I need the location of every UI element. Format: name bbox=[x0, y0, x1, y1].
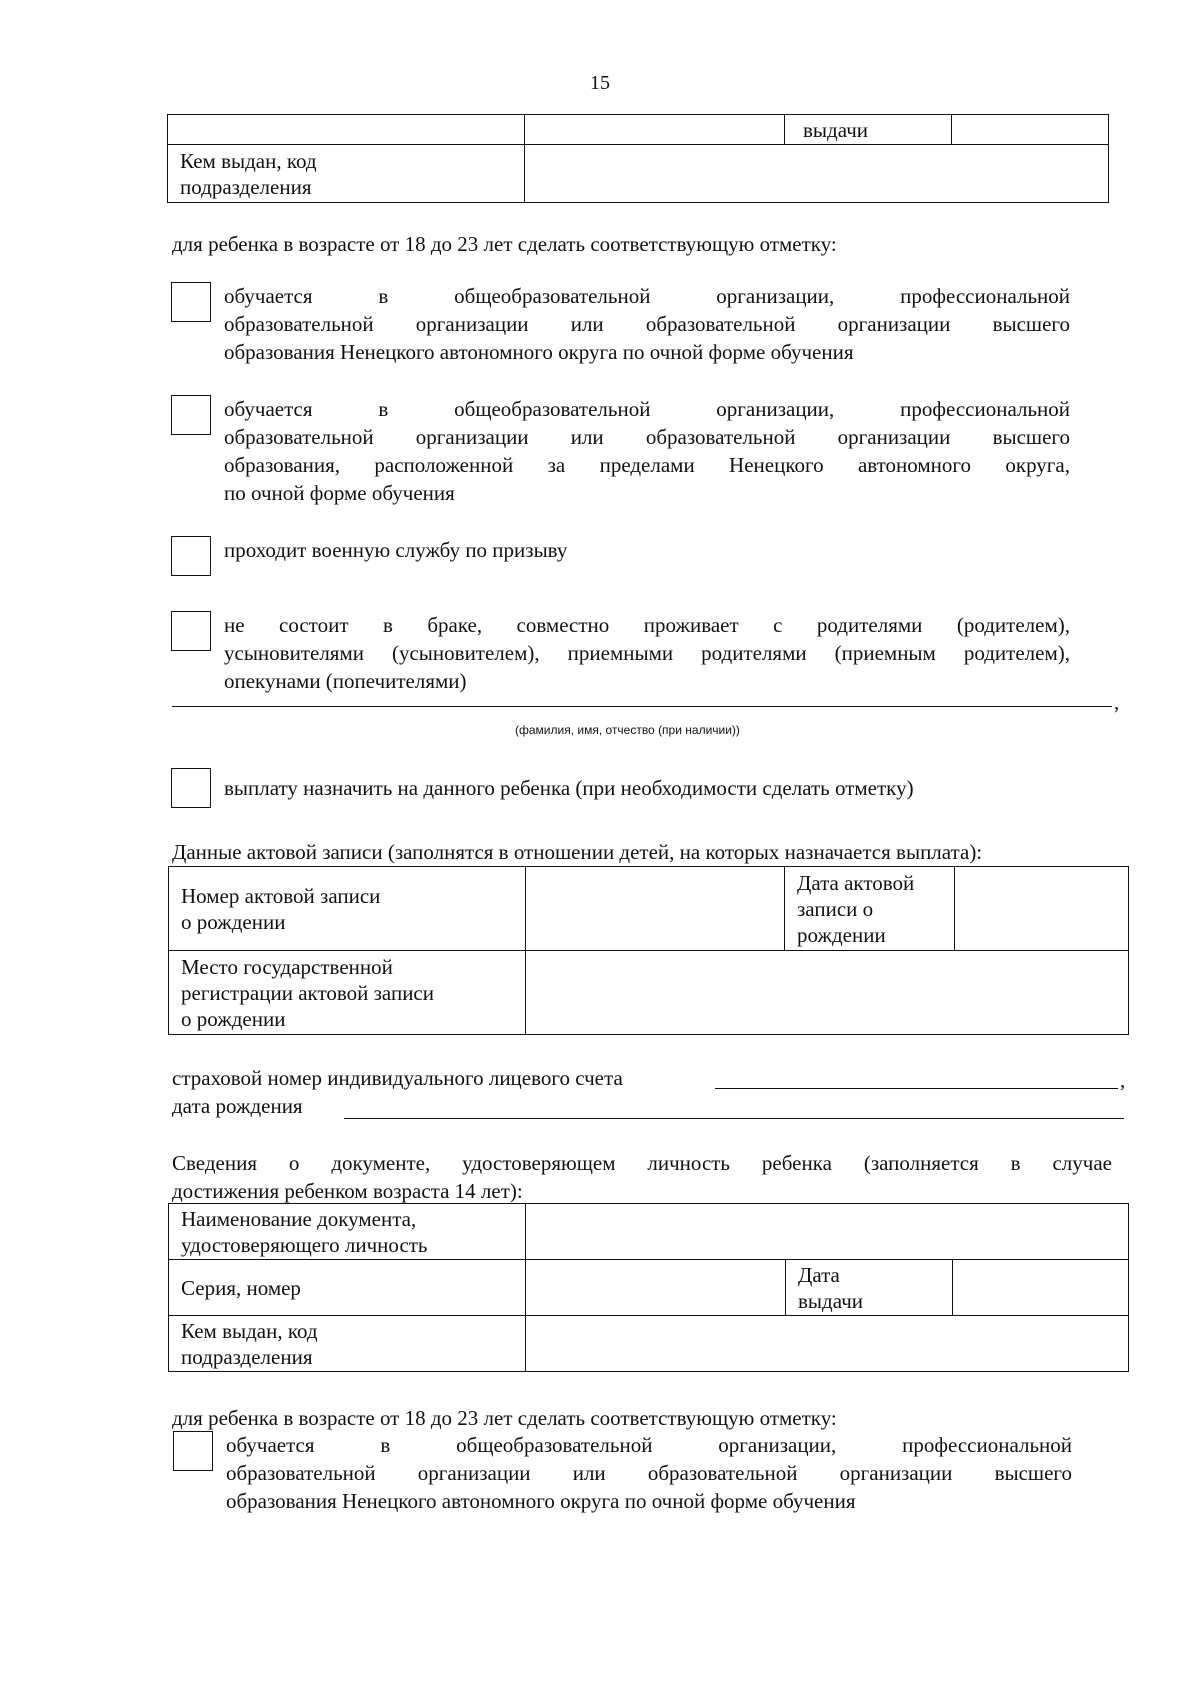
page-number: 15 bbox=[590, 72, 610, 94]
act-record-heading: Данные актовой записи (заполнятся в отношении детей, на которых назначается выплата): bbox=[172, 840, 983, 864]
snils-label: страховой номер индивидуального лицевого счета bbox=[172, 1066, 623, 1090]
prev-issue-date-value[interactable] bbox=[952, 115, 1109, 145]
series-value[interactable] bbox=[526, 1260, 786, 1316]
note-18-23-bottom: для ребенка в возрасте от 18 до 23 лет сделать соответствующую отметку: bbox=[172, 1406, 837, 1430]
series-label: Серия, номер bbox=[169, 1260, 526, 1316]
issued-by-value[interactable] bbox=[526, 1316, 1129, 1372]
prev-issue-date-label: выдачи bbox=[785, 115, 952, 145]
act-place-label: Место государственной регистрации актовой записи о рождении bbox=[169, 951, 526, 1035]
fio-input-line[interactable] bbox=[172, 706, 1112, 707]
prev-empty-cell bbox=[168, 115, 525, 145]
prev-issued-by-value[interactable] bbox=[525, 145, 1109, 203]
option-2-checkbox[interactable] bbox=[171, 395, 211, 435]
payment-option-text: выплату назначить на данного ребенка (при необходимости сделать отметку) bbox=[224, 776, 914, 800]
payment-checkbox[interactable] bbox=[171, 768, 211, 808]
act-date-label: Дата актовой записи о рождении bbox=[785, 867, 955, 951]
issue-date-value[interactable] bbox=[953, 1260, 1129, 1316]
note-18-23: для ребенка в возрасте от 18 до 23 лет сделать соответствующую отметку: bbox=[172, 232, 837, 256]
act-date-value[interactable] bbox=[955, 867, 1129, 951]
prev-series-value[interactable] bbox=[525, 115, 785, 145]
act-number-label: Номер актовой записи о рождении bbox=[169, 867, 526, 951]
snils-comma: , bbox=[1120, 1068, 1126, 1092]
birth-date-input-line[interactable] bbox=[344, 1118, 1124, 1119]
issue-date-label: Дата выдачи bbox=[786, 1260, 953, 1316]
option-2-text: обучается в общеобразовательной организации, профессиональной образовательной организации или образовательной организации высшего образования, расположенной за пределами Ненецкого автономного округа, по очной форме обучения bbox=[224, 397, 1070, 505]
bottom-option-text: обучается в общеобразовательной организации, профессиональной образовательной организации или образовательной организации высшего образования Ненецкого автономного округа по очной форме обучения bbox=[226, 1433, 1072, 1513]
option-1-checkbox[interactable] bbox=[171, 282, 211, 322]
identity-heading: Сведения о документе, удостоверяющем личность ребенка (заполняется в случае достижения ребенком возраста 14 лет): bbox=[172, 1151, 1112, 1203]
identity-table bbox=[168, 1203, 1129, 1372]
option-3-text: проходит военную службу по призыву bbox=[224, 538, 568, 562]
act-record-table bbox=[168, 866, 1129, 1035]
issued-by-label: Кем выдан, код подразделения bbox=[169, 1316, 526, 1372]
option-4-checkbox[interactable] bbox=[171, 611, 211, 651]
doc-name-label: Наименование документа, удостоверяющего личность bbox=[169, 1204, 526, 1260]
fio-caption: (фамилия, имя, отчество (при наличии)) bbox=[515, 723, 740, 737]
previous-document-table bbox=[167, 114, 1109, 203]
option-1-text: обучается в общеобразовательной организации, профессиональной образовательной организации или образовательной организации высшего образования Ненецкого автономного округа по очной форме обучения bbox=[224, 284, 1070, 364]
birth-date-label: дата рождения bbox=[172, 1094, 303, 1118]
bottom-option-checkbox[interactable] bbox=[173, 1431, 213, 1471]
snils-input-line[interactable] bbox=[715, 1088, 1118, 1089]
act-number-value[interactable] bbox=[526, 867, 785, 951]
option-4-text: не состоит в браке, совместно проживает с родителями (родителем), усыновителями (усыновителем), приемными родителями (приемным родителем), опекунами (попечителями) bbox=[224, 613, 1070, 693]
prev-issued-by-label: Кем выдан, код подразделения bbox=[168, 145, 525, 203]
act-place-value[interactable] bbox=[526, 951, 1129, 1035]
option-3-checkbox[interactable] bbox=[171, 536, 211, 576]
fio-comma: , bbox=[1114, 690, 1120, 714]
doc-name-value[interactable] bbox=[526, 1204, 1129, 1260]
